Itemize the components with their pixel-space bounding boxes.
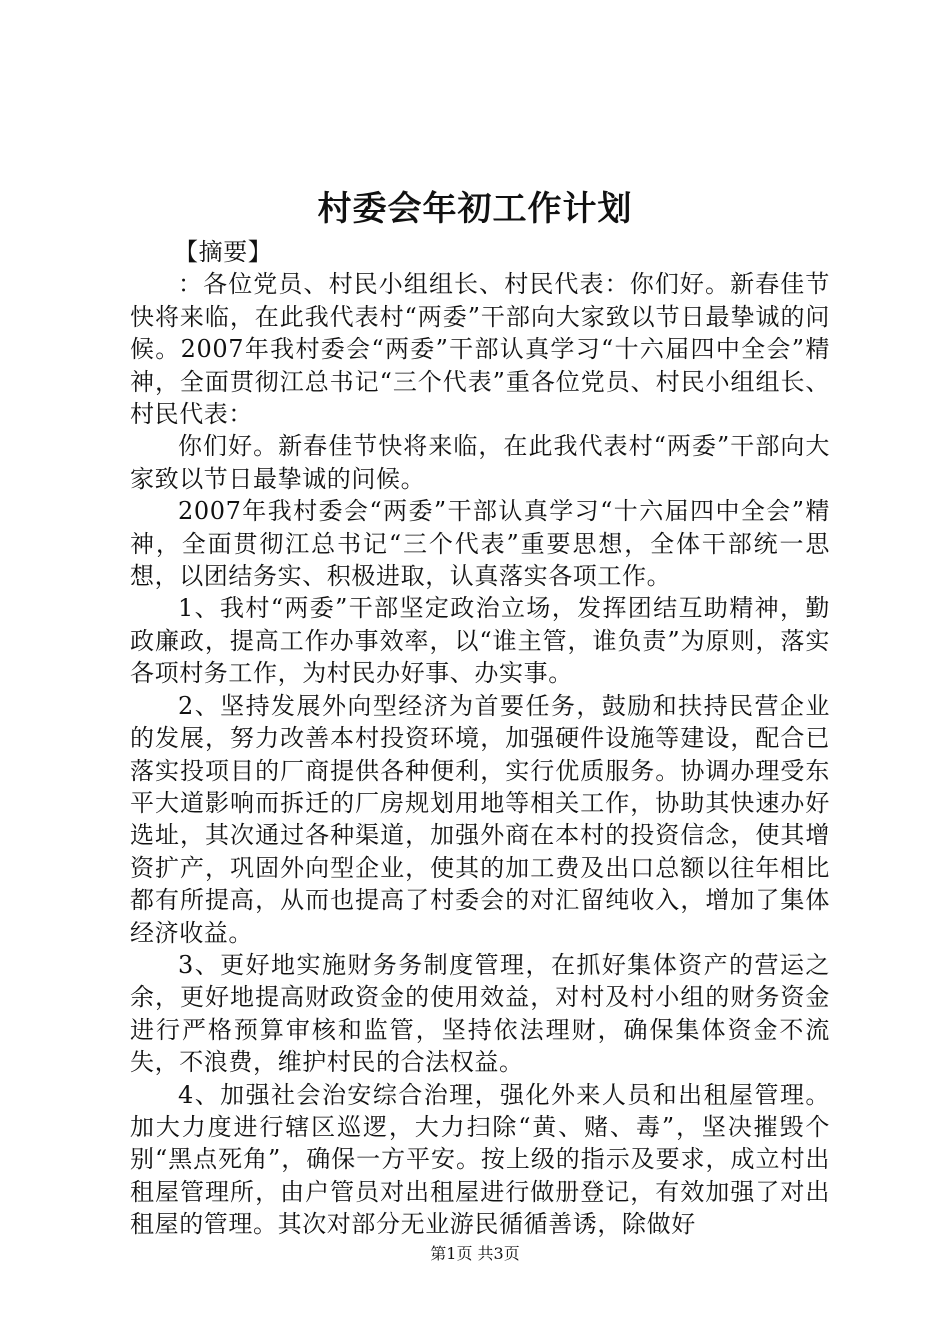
body-paragraph-6: 3、更好地实施财务务制度管理，在抓好集体资产的营运之余，更好地提高财政资金的使用效益，对村及村小组的财务资金进行严格预算审核和监管，坚持依法理财，确保集体资金不流失，不浪费，维护村民的合法权益。	[130, 950, 830, 1077]
abstract-heading: 【摘要】	[174, 238, 273, 266]
body-paragraph-2: 你们好。新春佳节快将来临，在此我代表村“两委”干部向大家致以节日最挚诚的问候。	[130, 432, 830, 493]
document-body	[130, 236, 830, 1241]
body-paragraph-4: 1、我村“两委”干部坚定政治立场，发挥团结互助精神，勤政廉政，提高工作办事效率，以“谁主管，谁负责”为原则，落实各项村务工作，为村民办好事、办实事。	[130, 594, 830, 688]
body-paragraph-5: 2、坚持发展外向型经济为首要任务，鼓励和扶持民营企业的发展，努力改善本村投资环境，加强硬件设施等建设，配合已落实投项目的厂商提供各种便利，实行优质服务。协调办理受东平大道影响而拆迁的厂房规划用地等相关工作，协助其快速办好选址，其次通过各种渠道，加强外商在本村的投资信念，使其增资扩产，巩固外向型企业，使其的加工费及出口总额以往年相比都有所提高，从而也提高了村委会的对汇留纯收入，增加了集体经济收益。	[130, 691, 830, 947]
document-title: 村委会年初工作计划	[317, 189, 633, 229]
body-paragraph-3: 2007年我村委会“两委”干部认真学习“十六届四中全会”精神，全面贯彻江总书记“三个代表”重要思想，全体干部统一思想，以团结务实、积极进取，认真落实各项工作。	[130, 497, 830, 591]
body-paragraph-1: ：各位党员、村民小组组长、村民代表：你们好。新春佳节快将来临，在此我代表村“两委”干部向大家致以节日最挚诚的问候。2007年我村委会“两委”干部认真学习“十六届四中全会”精神，全面贯彻江总书记“三个代表”重各位党员、村民小组组长、村民代表：	[130, 270, 830, 429]
body-paragraph-7: 4、加强社会治安综合治理，强化外来人员和出租屋管理。加大力度进行辖区巡逻，大力扫除“黄、赌、毒”，坚决摧毁个别“黑点死角”，确保一方平安。按上级的指示及要求，成立村出租屋管理所，由户管员对出租屋进行做册登记，有效加强了对出租屋的管理。其次对部分无业游民循循善诱，除做好	[130, 1080, 830, 1239]
page-footer: 第1页 共3页	[430, 1244, 520, 1263]
